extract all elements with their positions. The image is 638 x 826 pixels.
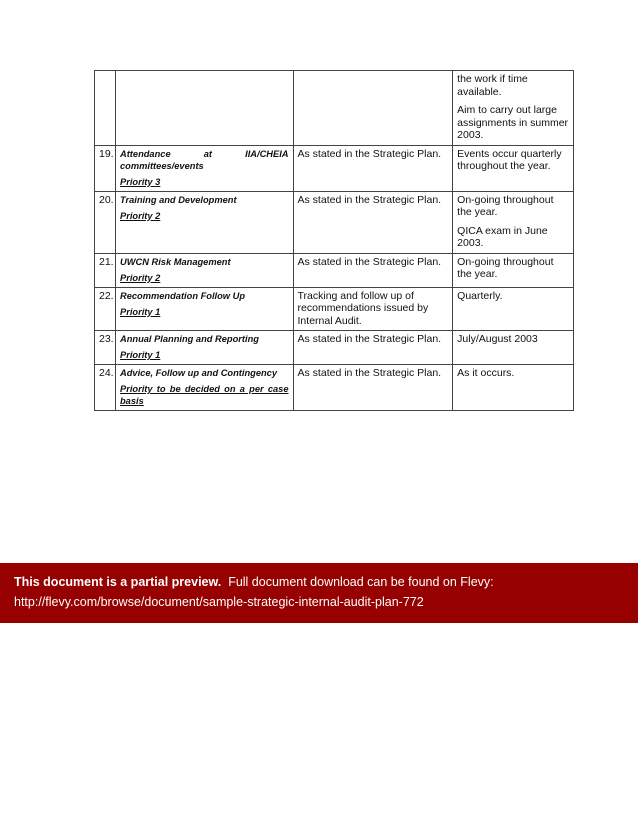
priority-label: Priority 1: [120, 306, 161, 317]
table-row: [95, 331, 574, 365]
priority-label: Priority 1: [120, 350, 161, 360]
table-row: [95, 145, 574, 191]
preview-banner: [0, 563, 638, 623]
timing-text: Quarterly.: [457, 289, 503, 302]
row-number: 21.: [95, 253, 116, 287]
priority-label: Priority 2: [120, 272, 161, 283]
cell-num: [95, 71, 116, 146]
cell-activity: [116, 365, 294, 411]
row-number: 19.: [95, 145, 116, 191]
approach-text: As stated in the Strategic Plan.: [293, 365, 453, 411]
table-row: [95, 365, 574, 411]
activity-title: Annual Planning and Reporting: [120, 334, 259, 344]
priority-label: Priority 2: [120, 210, 161, 221]
cell-activity: [116, 287, 294, 331]
cell-timing: [453, 145, 574, 191]
table-row: [95, 287, 574, 331]
row-number: 23.: [95, 331, 116, 365]
timing-text: Aim to carry out large assignments in summer 2003.: [457, 104, 569, 141]
cell-activity: [116, 191, 294, 253]
cell-activity: [116, 253, 294, 287]
audit-plan-table: [94, 70, 574, 411]
cell-approach: [293, 71, 453, 146]
cell-activity: [116, 331, 294, 365]
priority-label: Priority 3: [120, 176, 161, 187]
banner-bold-text: This document is a partial preview.: [14, 575, 222, 589]
timing-text: As it occurs.: [457, 367, 515, 379]
table-row: [95, 253, 574, 287]
flevy-document-link[interactable]: http://flevy.com/browse/document/sample-strategic-internal-audit-plan-772: [14, 595, 424, 609]
cell-timing: [453, 331, 574, 365]
row-number: 24.: [95, 365, 116, 411]
timing-text: On-going throughout the year.: [457, 193, 554, 218]
cell-activity: [116, 71, 294, 146]
approach-text: As stated in the Strategic Plan.: [293, 253, 453, 287]
activity-title: Attendance at IIA/CHEIA committees/events: [120, 148, 289, 171]
timing-text: QICA exam in June 2003.: [457, 224, 548, 249]
row-number: 22.: [95, 287, 116, 331]
cell-activity: [116, 145, 294, 191]
timing-text: On-going throughout the year.: [457, 255, 554, 280]
activity-title: UWCN Risk Management: [120, 256, 231, 267]
table-row: [95, 191, 574, 253]
priority-label: Priority to be decided on a per case basis: [120, 384, 289, 406]
approach-text: As stated in the Strategic Plan.: [293, 145, 453, 191]
cell-timing: [453, 253, 574, 287]
timing-text: July/August 2003: [457, 333, 538, 345]
row-number: 20.: [95, 191, 116, 253]
banner-message: [14, 572, 638, 592]
cell-timing: [453, 365, 574, 411]
cell-timing: [453, 191, 574, 253]
table-row-continuation: [95, 71, 574, 146]
activity-title: Advice, Follow up and Contingency: [120, 368, 278, 378]
cell-timing: [453, 287, 574, 331]
approach-text: As stated in the Strategic Plan.: [293, 191, 453, 253]
timing-text: the work if time available.: [457, 73, 528, 98]
approach-text: As stated in the Strategic Plan.: [293, 331, 453, 365]
timing-text: Events occur quarterly throughout the year.: [457, 147, 562, 172]
banner-text: Full document download can be found on Flevy:: [228, 575, 494, 589]
cell-timing: [453, 71, 574, 146]
activity-title: Recommendation Follow Up: [120, 290, 245, 301]
approach-text: Tracking and follow up of recommendations issued by Internal Audit.: [293, 287, 453, 331]
activity-title: Training and Development: [120, 194, 237, 205]
